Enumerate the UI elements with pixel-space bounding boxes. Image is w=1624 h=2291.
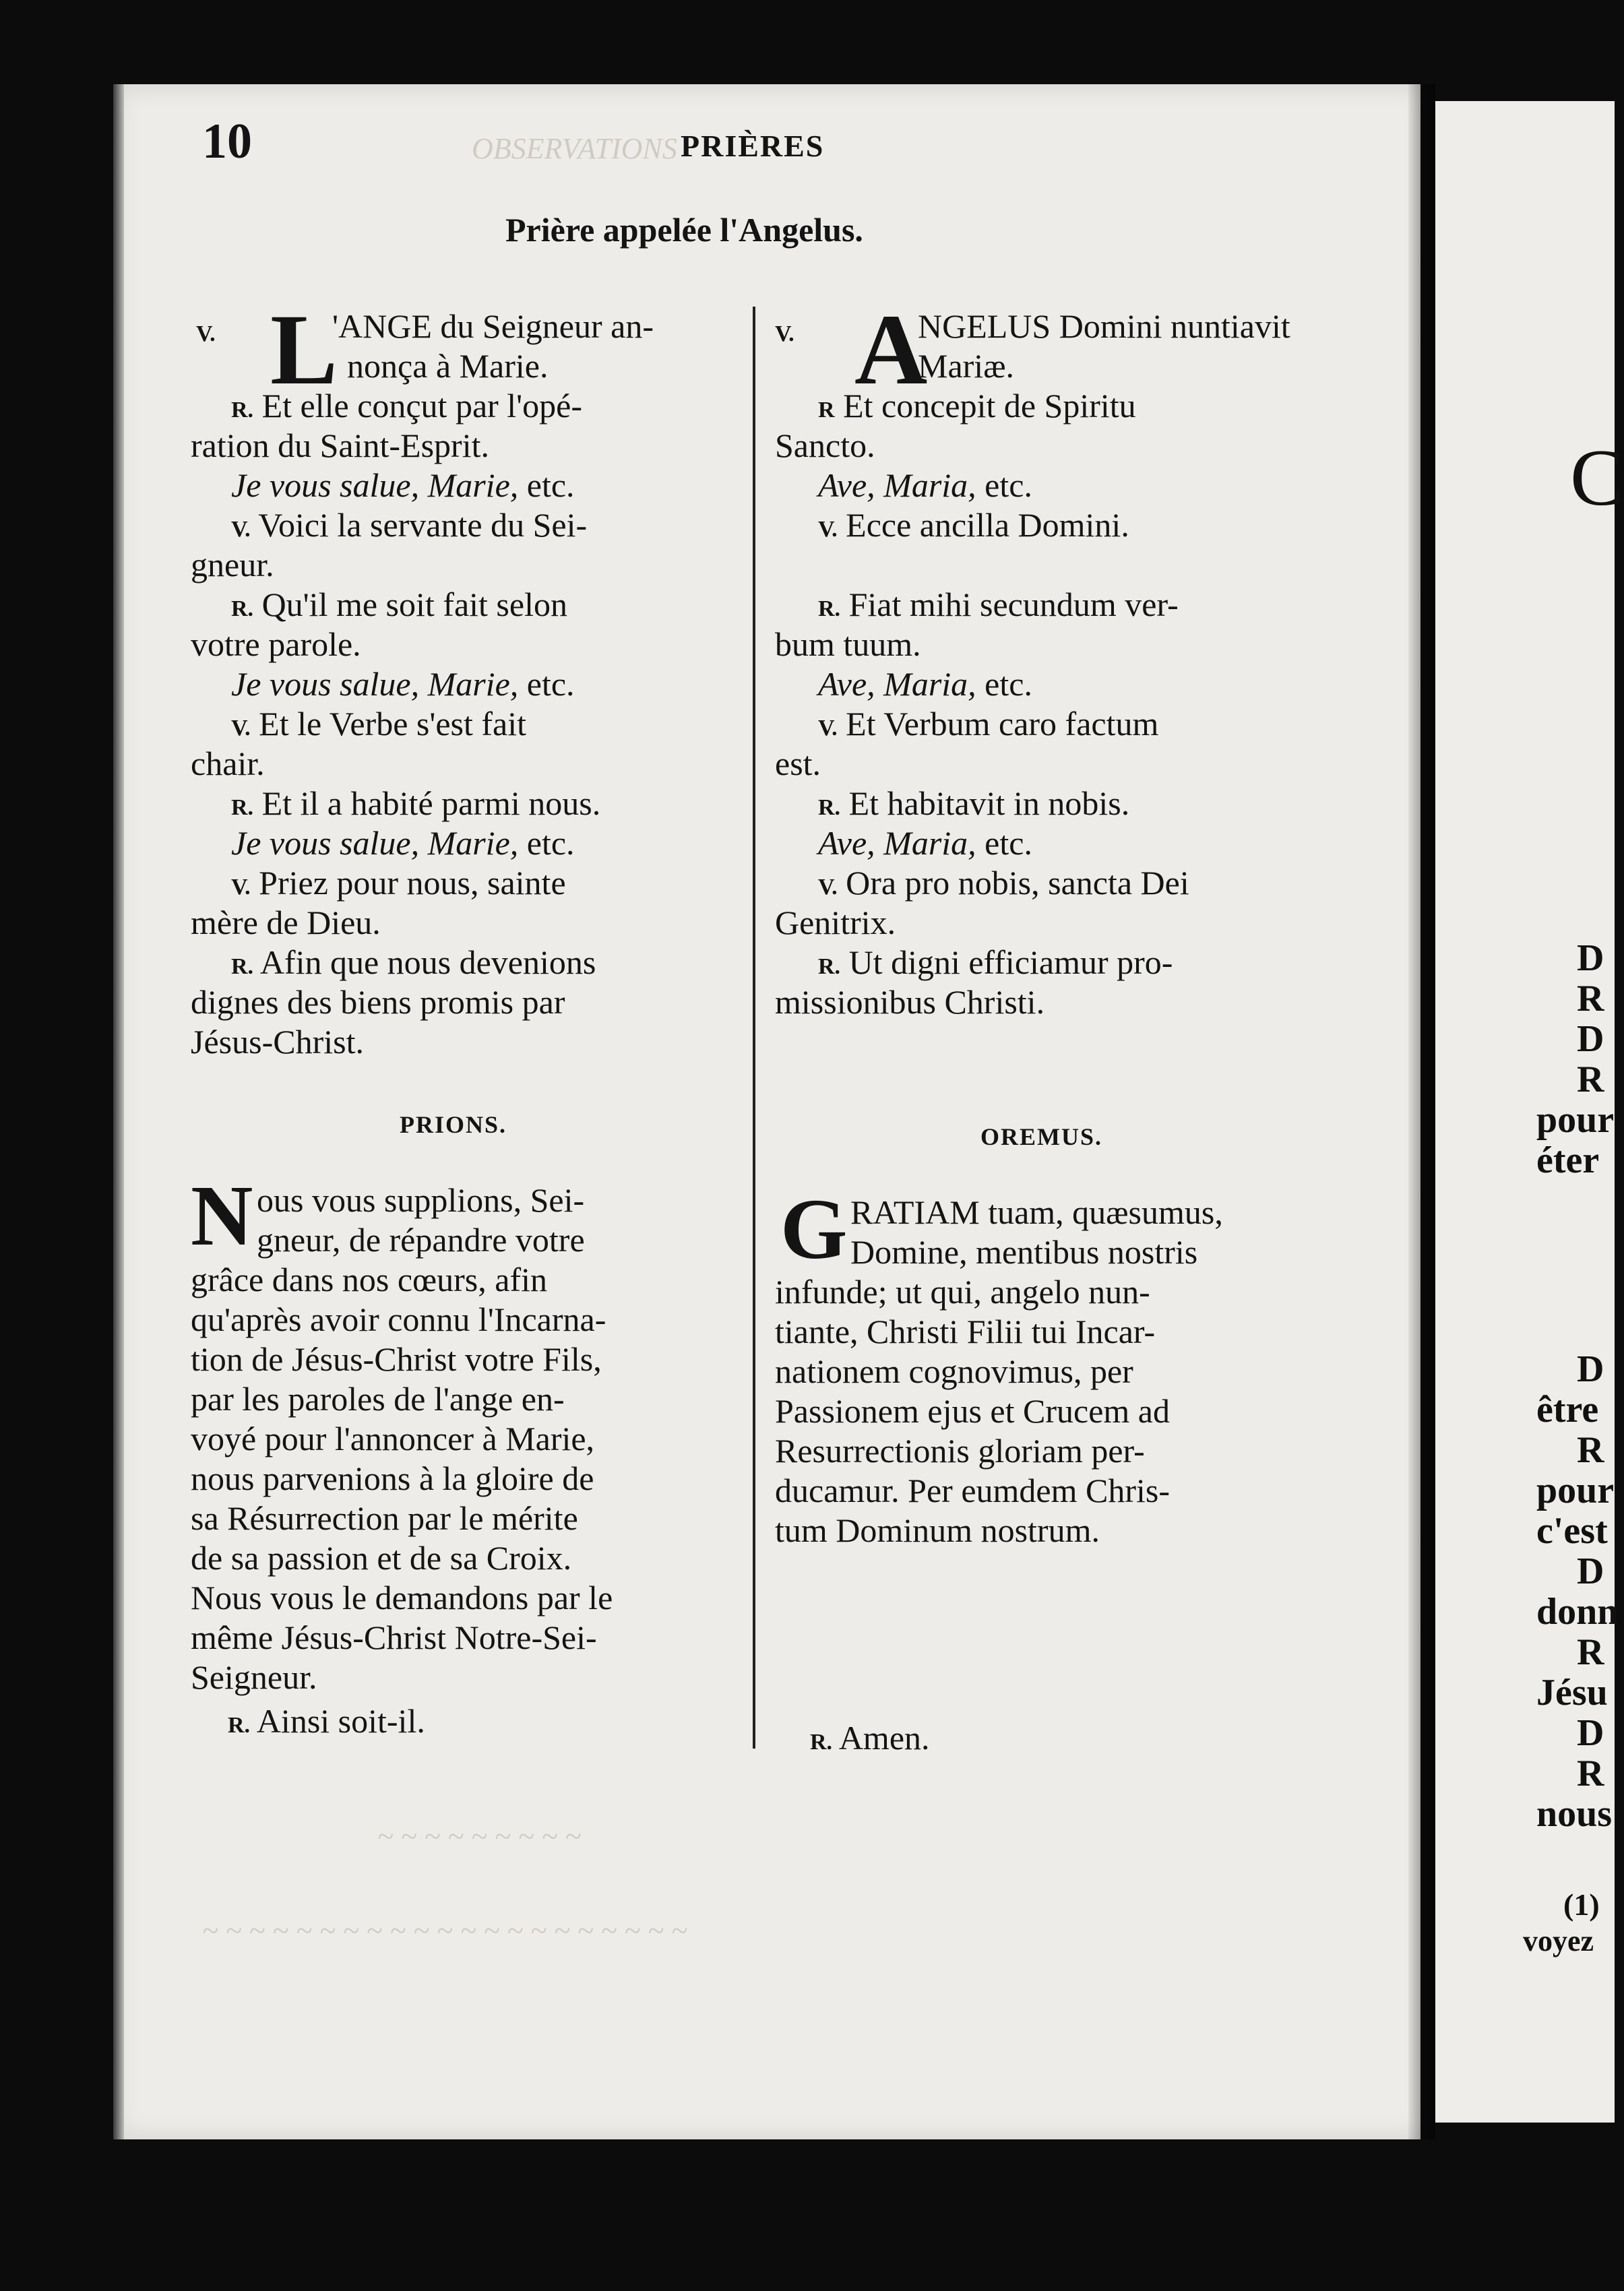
text-fragment: être bbox=[1536, 1389, 1599, 1431]
running-head: PRIÈRES bbox=[681, 129, 825, 163]
text-line: Nous vous le demandons par le bbox=[191, 1579, 613, 1617]
text-fragment: R bbox=[1577, 978, 1604, 1019]
text-line: V. Priez pour nous, sainte bbox=[231, 864, 566, 902]
text-line: tum Dominum nostrum. bbox=[775, 1511, 1100, 1549]
text-line: Mariæ. bbox=[918, 347, 1015, 385]
facing-page bbox=[1435, 101, 1624, 2123]
text-fragment: C bbox=[1570, 433, 1624, 522]
text-line: Je vous salue, Marie, etc. bbox=[231, 824, 575, 862]
text-fragment: D bbox=[1577, 1550, 1604, 1592]
text-line: Genitrix. bbox=[775, 904, 896, 941]
text-line: V. Et le Verbe s'est fait bbox=[231, 705, 527, 743]
page-number: 10 bbox=[202, 114, 252, 169]
text-line: dignes des biens promis par bbox=[191, 983, 565, 1021]
text-line: R Et concepit de Spiritu bbox=[818, 387, 1136, 425]
text-line: ration du Saint-Esprit. bbox=[191, 427, 489, 464]
oremus-heading: OREMUS. bbox=[980, 1123, 1103, 1150]
text-line: R. Amen. bbox=[810, 1719, 930, 1757]
text-line: R. Et elle conçut par l'opé- bbox=[231, 387, 583, 425]
text-line: Jésus-Christ. bbox=[191, 1023, 364, 1061]
text-line: 'ANGE du Seigneur an- bbox=[332, 307, 654, 345]
text-line: V. Et Verbum caro factum bbox=[818, 705, 1159, 743]
text-line: R. Afin que nous devenions bbox=[231, 943, 596, 981]
verse-label: V. bbox=[196, 321, 216, 346]
text-fragment: pour bbox=[1536, 1099, 1615, 1141]
text-line: Resurrectionis gloriam per- bbox=[775, 1432, 1145, 1470]
text-fragment: R bbox=[1577, 1753, 1604, 1794]
text-line: Domine, mentibus nostris bbox=[850, 1233, 1198, 1271]
drop-cap: L bbox=[270, 294, 338, 406]
text-fragment: Jésu bbox=[1536, 1672, 1608, 1714]
text-fragment: R bbox=[1577, 1059, 1604, 1100]
text-line: de sa passion et de sa Croix. bbox=[191, 1539, 572, 1577]
text-line: V. Ecce ancilla Domini. bbox=[818, 506, 1129, 544]
text-line: ous vous supplions, Sei- bbox=[257, 1181, 585, 1219]
text-line: ducamur. Per eumdem Chris- bbox=[775, 1472, 1170, 1509]
text-fragment: éter bbox=[1536, 1139, 1600, 1181]
drop-cap: A bbox=[854, 294, 928, 406]
gutter-shadow bbox=[1408, 84, 1435, 2139]
text-line: infunde; ut qui, angelo nun- bbox=[775, 1273, 1150, 1311]
drop-cap: N bbox=[191, 1168, 253, 1263]
text-line: R. Et habitavit in nobis. bbox=[818, 784, 1130, 822]
text-line: tiante, Christi Filii tui Incar- bbox=[775, 1313, 1156, 1350]
text-line: sa Résurrection par le mérite bbox=[191, 1499, 578, 1537]
text-line: chair. bbox=[191, 745, 265, 782]
text-line: mère de Dieu. bbox=[191, 904, 381, 941]
text-fragment: voyez bbox=[1523, 1924, 1594, 1957]
text-line: Ave, Maria, etc. bbox=[818, 824, 1032, 862]
prions-heading: PRIONS. bbox=[400, 1111, 507, 1138]
text-line: votre parole. bbox=[191, 625, 361, 663]
page-edge bbox=[113, 84, 124, 2139]
text-line: nous parvenions à la gloire de bbox=[191, 1460, 594, 1497]
verse-label: V. bbox=[775, 321, 794, 346]
text-fragment: D bbox=[1577, 937, 1604, 979]
text-line: R. Qu'il me soit fait selon bbox=[231, 586, 567, 623]
text-line: R. Et il a habité parmi nous. bbox=[231, 784, 601, 822]
text-line: Ave, Maria, etc. bbox=[818, 466, 1032, 504]
section-title: Prière appelée l'Angelus. bbox=[505, 211, 863, 249]
text-fragment: (1) bbox=[1563, 1887, 1600, 1922]
text-fragment: pour bbox=[1536, 1470, 1615, 1511]
text-line: nonça à Marie. bbox=[347, 347, 549, 385]
text-line: voyé pour l'annoncer à Marie, bbox=[191, 1420, 595, 1457]
text-fragment: R bbox=[1577, 1429, 1604, 1471]
text-line: R. Ainsi soit-il. bbox=[228, 1702, 425, 1740]
text-fragment: D bbox=[1577, 1018, 1604, 1060]
text-line: même Jésus-Christ Notre-Sei- bbox=[191, 1619, 597, 1656]
text-fragment: R bbox=[1577, 1631, 1604, 1673]
text-line: gneur, de répandre votre bbox=[257, 1221, 585, 1259]
text-line: Je vous salue, Marie, etc. bbox=[231, 665, 575, 703]
text-line: V. Voici la servante du Sei- bbox=[231, 506, 588, 544]
text-line: tion de Jésus-Christ votre Fils, bbox=[191, 1340, 602, 1378]
drop-cap: G bbox=[780, 1181, 848, 1277]
text-line: NGELUS Domini nuntiavit bbox=[918, 307, 1290, 345]
text-line: R. Fiat mihi secundum ver- bbox=[818, 586, 1179, 623]
text-line: qu'après avoir connu l'Incarna- bbox=[191, 1300, 606, 1338]
text-fragment: c'est bbox=[1536, 1510, 1608, 1552]
text-line: Seigneur. bbox=[191, 1658, 317, 1696]
text-line: R. Ut digni efficiamur pro- bbox=[818, 943, 1173, 981]
text-line: RATIAM tuam, quæsumus, bbox=[850, 1193, 1223, 1231]
text-line: gneur. bbox=[191, 546, 274, 584]
text-line: Ave, Maria, etc. bbox=[818, 665, 1032, 703]
text-line: Sancto. bbox=[775, 427, 875, 464]
text-line: grâce dans nos cœurs, afin bbox=[191, 1261, 547, 1298]
text-line: est. bbox=[775, 745, 821, 782]
text-fragment: D bbox=[1577, 1712, 1604, 1754]
text-fragment: donn bbox=[1536, 1591, 1619, 1633]
text-line: Passionem ejus et Crucem ad bbox=[775, 1392, 1170, 1430]
text-line: bum tuum. bbox=[775, 625, 921, 663]
column-rule bbox=[753, 307, 755, 1749]
text-line: nationem cognovimus, per bbox=[775, 1352, 1133, 1390]
text-line: missionibus Christi. bbox=[775, 983, 1045, 1021]
text-line: V. Ora pro nobis, sancta Dei bbox=[818, 864, 1189, 902]
text-line: Je vous salue, Marie, etc. bbox=[231, 466, 575, 504]
text-fragment: nous bbox=[1536, 1793, 1613, 1835]
text-fragment: D bbox=[1577, 1348, 1604, 1390]
text-line: par les paroles de l'ange en- bbox=[191, 1380, 565, 1418]
